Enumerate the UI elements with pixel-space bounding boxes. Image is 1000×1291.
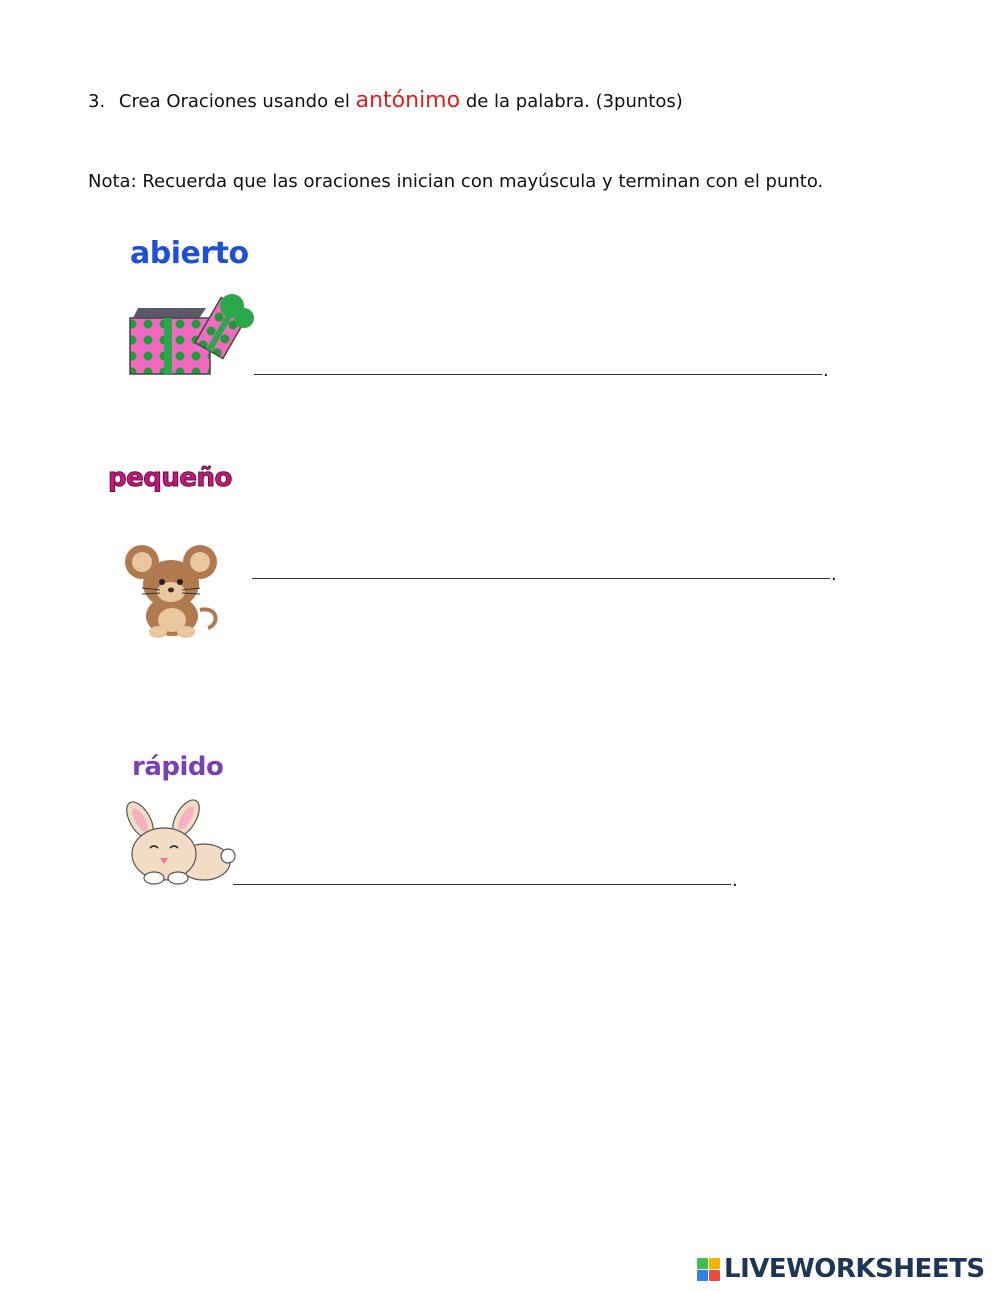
answer-line-3[interactable] — [233, 884, 731, 885]
answer-line-1[interactable] — [254, 374, 822, 375]
end-period-2: . — [831, 564, 837, 585]
bunny-icon — [120, 798, 236, 886]
gift-box-icon — [124, 284, 254, 378]
question-heading — [88, 88, 683, 113]
answer-line-2[interactable] — [252, 578, 830, 579]
end-period-3: . — [732, 870, 738, 891]
note-text: Nota: Recuerda que las oraciones inician con mayúscula y terminan con el punto. — [88, 171, 824, 192]
end-period-1: . — [823, 360, 829, 381]
question-text-after: de la palabra. (3puntos) — [465, 91, 683, 112]
question-text-before: Crea Oraciones usando el — [118, 91, 350, 112]
word-rapido: rápido — [132, 752, 224, 782]
word-abierto: abierto — [130, 236, 249, 271]
question-highlight: antónimo — [355, 88, 461, 113]
liveworksheets-logo — [697, 1253, 985, 1285]
word-pequeno: pequeño — [108, 463, 232, 493]
question-number: 3. — [88, 91, 106, 112]
mouse-icon — [122, 540, 222, 640]
logo-blocks-icon — [697, 1258, 720, 1281]
logo-text: LIVEWORKSHEETS — [724, 1254, 985, 1284]
